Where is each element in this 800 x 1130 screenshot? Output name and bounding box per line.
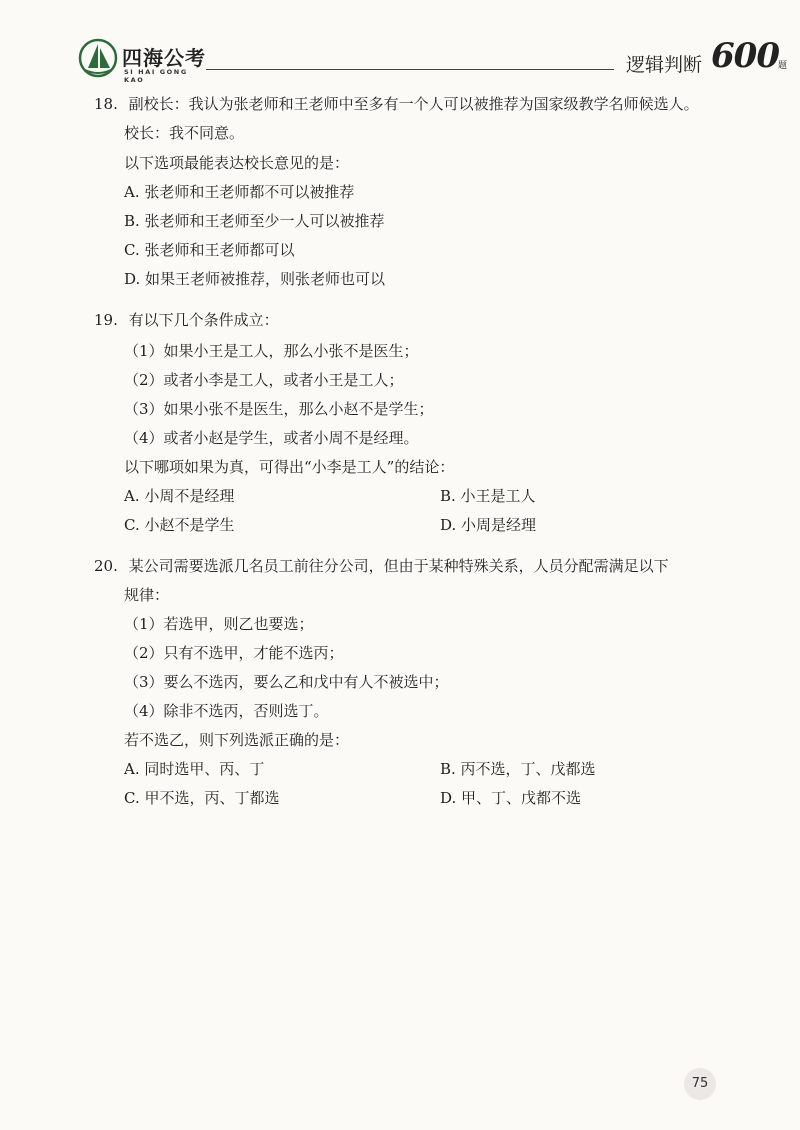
brand-subtitle: SI HAI GONG KAO [124, 68, 188, 84]
question-19-line-1 [94, 310, 279, 330]
book-title: 逻辑判断 [626, 54, 703, 76]
question-18-line-2: 校长：我不同意。 [124, 124, 245, 142]
question-19-option-c: C. 小赵不是学生 [124, 516, 235, 534]
question-18-prompt: 以下选项最能表达校长意见的是： [124, 154, 350, 172]
question-20-option-b: B. 丙不选，丁、戊都选 [440, 760, 596, 778]
question-19-condition-3: （3）如果小张不是医生，那么小赵不是学生； [124, 400, 434, 418]
question-18-option-d: D. 如果王老师被推荐，则张老师也可以 [124, 270, 386, 288]
question-19-option-d: D. 小周是经理 [440, 516, 537, 534]
question-18-option-a: A. 张老师和王老师都不可以被推荐 [124, 183, 355, 201]
question-20-condition-1: （1）若选甲，则乙也要选； [124, 615, 314, 633]
sailboat-logo-icon [78, 38, 118, 78]
question-18-stem: 副校长：我认为张老师和王老师中至多有一个人可以被推荐为国家级教学名师候选人。 [128, 95, 699, 113]
question-18-line-1 [94, 94, 699, 114]
question-19-condition-2: （2）或者小李是工人，或者小王是工人； [124, 371, 404, 389]
question-20-prompt: 若不选乙，则下列选派正确的是： [124, 731, 350, 749]
question-19-stem: 有以下几个条件成立： [128, 311, 279, 329]
book-number: 600 [711, 36, 779, 76]
question-20-option-d: D. 甲、丁、戊都不选 [440, 789, 582, 807]
question-20-number: 20. [94, 557, 118, 575]
question-19-prompt: 以下哪项如果为真，可得出“小李是工人”的结论： [124, 458, 455, 476]
book-suffix: 题 [778, 61, 788, 71]
question-19-number: 19. [94, 311, 118, 329]
question-19-condition-4: （4）或者小赵是学生，或者小周不是经理。 [124, 429, 419, 447]
question-19-option-a: A. 小周不是经理 [124, 487, 235, 505]
question-20-condition-4: （4）除非不选丙，否则选丁。 [124, 702, 329, 720]
question-18-option-b: B. 张老师和王老师至少一人可以被推荐 [124, 212, 385, 230]
brand-name: 四海公考 [122, 46, 206, 70]
question-20-condition-2: （2）只有不选甲，才能不选丙； [124, 644, 344, 662]
question-19-condition-1: （1）如果小王是工人，那么小张不是医生； [124, 342, 419, 360]
question-20-option-a: A. 同时选甲、丙、丁 [124, 760, 265, 778]
question-20-stem-1: 某公司需要选派几名员工前往分公司，但由于某种特殊关系，人员分配需满足以下 [128, 557, 669, 575]
question-19-option-b: B. 小王是工人 [440, 487, 536, 505]
header-rule [206, 69, 614, 70]
question-20-stem-2: 规律： [124, 586, 170, 604]
question-20-line-1 [94, 556, 669, 576]
question-18-option-c: C. 张老师和王老师都可以 [124, 241, 295, 259]
brand-logo [78, 36, 208, 82]
question-18-number: 18. [94, 95, 118, 113]
question-20-option-c: C. 甲不选，丙、丁都选 [124, 789, 280, 807]
page-header [78, 36, 788, 86]
page-number: 75 [684, 1068, 716, 1100]
question-20-condition-3: （3）要么不选丙，要么乙和戊中有人不被选中； [124, 673, 449, 691]
